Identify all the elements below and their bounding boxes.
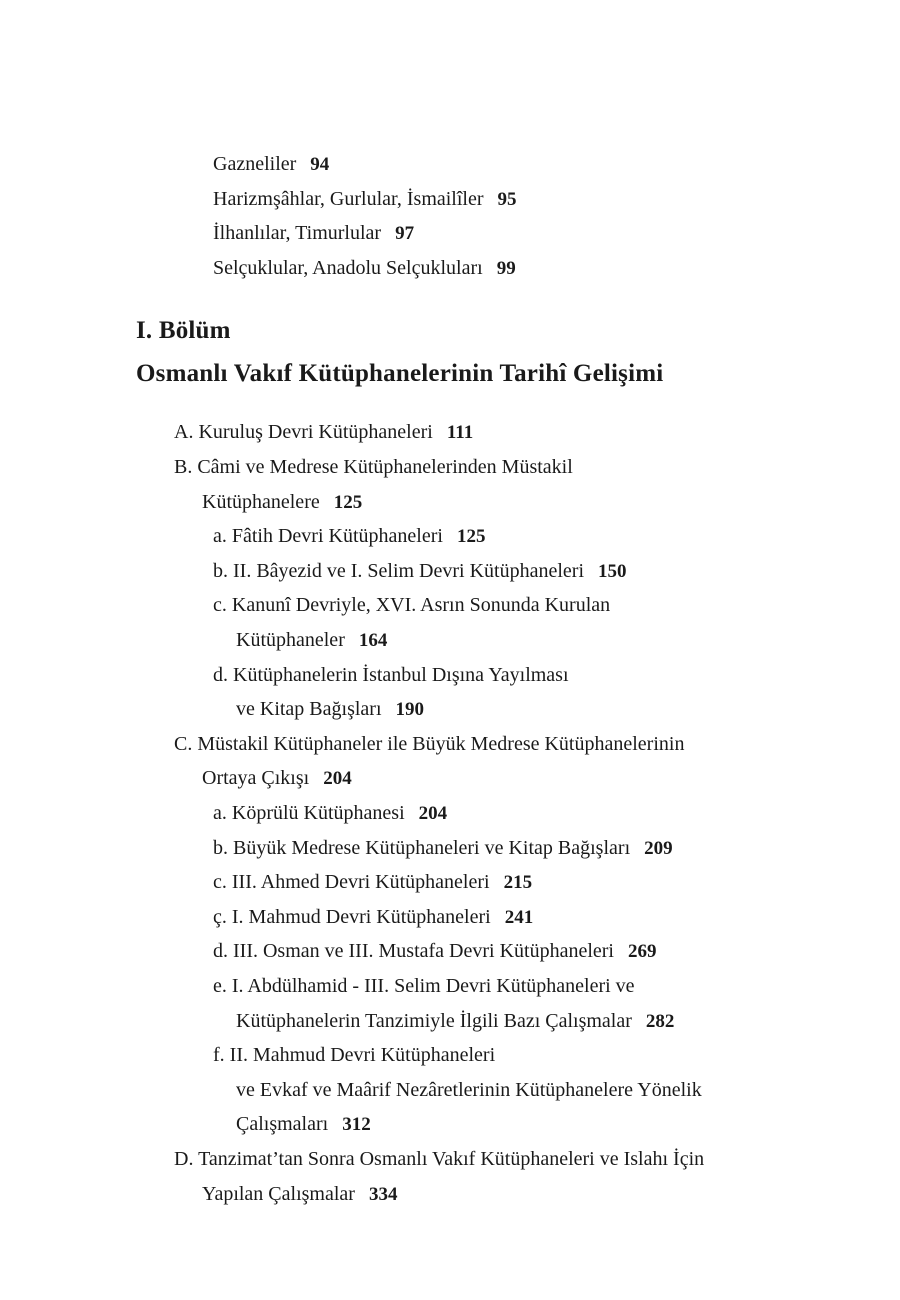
entry-text: Kütüphanelerin Tanzimiyle İlgili Bazı Çalışmalar — [236, 1010, 632, 1032]
page-number: 334 — [368, 1184, 398, 1205]
page-number: 125 — [333, 492, 363, 513]
entry-text: Kütüphaneler — [236, 629, 345, 651]
entry-text: b. Büyük Medrese Kütüphaneleri ve Kitap Bağışları — [213, 837, 631, 859]
entry-text: Yapılan Çalışmalar — [202, 1183, 355, 1205]
entry-text: ç. I. Mahmud Devri Kütüphaneleri — [213, 906, 491, 928]
page-number: 164 — [358, 630, 388, 651]
entry-text: İlhanlılar, Timurlular — [213, 222, 382, 244]
page-number: 204 — [323, 768, 352, 789]
page-number: 99 — [496, 258, 516, 279]
entry-text: c. III. Ahmed Devri Kütüphaneleri — [213, 871, 490, 893]
page-number: 150 — [598, 561, 627, 582]
toc-entry-c-line2 — [202, 766, 352, 791]
page-number: 204 — [418, 803, 448, 824]
toc-entry-b-c-line1: c. Kanunî Devriyle, XVI. Asrın Sonunda Kurulan — [213, 594, 611, 616]
page-number: 190 — [395, 699, 425, 720]
toc-entry-b-b — [213, 559, 627, 584]
toc-entry-c-e-line2 — [236, 1009, 674, 1034]
toc-entry-c-e-line1: e. I. Abdülhamid - III. Selim Devri Kütüphaneleri ve — [213, 975, 635, 997]
entry-text: Selçuklular, Anadolu Selçukluları — [213, 257, 483, 279]
toc-entry-c-f-line1: f. II. Mahmud Devri Kütüphaneleri — [213, 1044, 496, 1066]
page-number: 94 — [310, 154, 330, 175]
entry-text: Harizmşâhlar, Gurlular, İsmailîler — [213, 188, 484, 210]
toc-entry-c-c — [213, 870, 532, 895]
entry-text: Kütüphanelere — [202, 491, 320, 513]
entry-text: A. Kuruluş Devri Kütüphaneleri — [174, 421, 433, 443]
toc-entry-d-line2 — [202, 1182, 397, 1207]
toc-entry-ilhanlilar — [213, 221, 414, 246]
toc-entry-gazneliler — [213, 152, 329, 177]
entry-text: a. Fâtih Devri Kütüphaneleri — [213, 525, 443, 547]
toc-entry-c-f-line2: ve Evkaf ve Maârif Nezâretlerinin Kütüphanelere Yönelik — [236, 1079, 702, 1101]
toc-entry-c-d — [213, 939, 656, 964]
page-number: 269 — [627, 941, 657, 962]
toc-entry-b-line2 — [202, 490, 362, 515]
toc-entry-b-a — [213, 524, 485, 549]
entry-text: b. II. Bâyezid ve I. Selim Devri Kütüphaneleri — [213, 560, 584, 582]
entry-text: Çalışmaları — [236, 1113, 329, 1135]
page-number: 312 — [342, 1114, 371, 1135]
toc-entry-b-d-line2 — [236, 697, 424, 722]
toc-entry-b-c-line2 — [236, 628, 387, 653]
page-number: 97 — [395, 223, 415, 244]
toc-entry-c-cc — [213, 905, 533, 930]
page-number: 215 — [503, 872, 533, 893]
page-number: 209 — [644, 838, 673, 859]
page-number: 125 — [456, 526, 486, 547]
toc-entry-c-line1: C. Müstakil Kütüphaneler ile Büyük Medrese Kütüphanelerinin — [174, 733, 685, 755]
toc-entry-harizmsahlar — [213, 187, 517, 212]
toc-entry-selcuklular — [213, 256, 516, 281]
section-number: I. Bölüm — [136, 317, 231, 344]
toc-entry-c-b — [213, 836, 673, 861]
entry-text: d. III. Osman ve III. Mustafa Devri Kütüphaneleri — [213, 940, 614, 962]
toc-entry-b-d-line1: d. Kütüphanelerin İstanbul Dışına Yayılması — [213, 664, 569, 686]
page-number: 241 — [504, 907, 534, 928]
toc-entry-a — [174, 420, 473, 445]
entry-text: a. Köprülü Kütüphanesi — [213, 802, 405, 824]
toc-entry-c-a — [213, 801, 447, 826]
section-title: Osmanlı Vakıf Kütüphanelerinin Tarihî Gelişimi — [136, 360, 664, 387]
toc-entry-d-line1: D. Tanzimat’tan Sonra Osmanlı Vakıf Kütüphaneleri ve Islahı İçin — [174, 1148, 705, 1170]
toc-entry-c-f-line3 — [236, 1112, 371, 1137]
page-number: 111 — [446, 422, 474, 443]
entry-text: Gazneliler — [213, 153, 297, 175]
page-number: 282 — [645, 1011, 675, 1032]
page-number: 95 — [497, 189, 517, 210]
entry-text: ve Kitap Bağışları — [236, 698, 382, 720]
toc-entry-b-line1: B. Câmi ve Medrese Kütüphanelerinden Müstakil — [174, 456, 573, 478]
entry-text: Ortaya Çıkışı — [202, 767, 310, 789]
